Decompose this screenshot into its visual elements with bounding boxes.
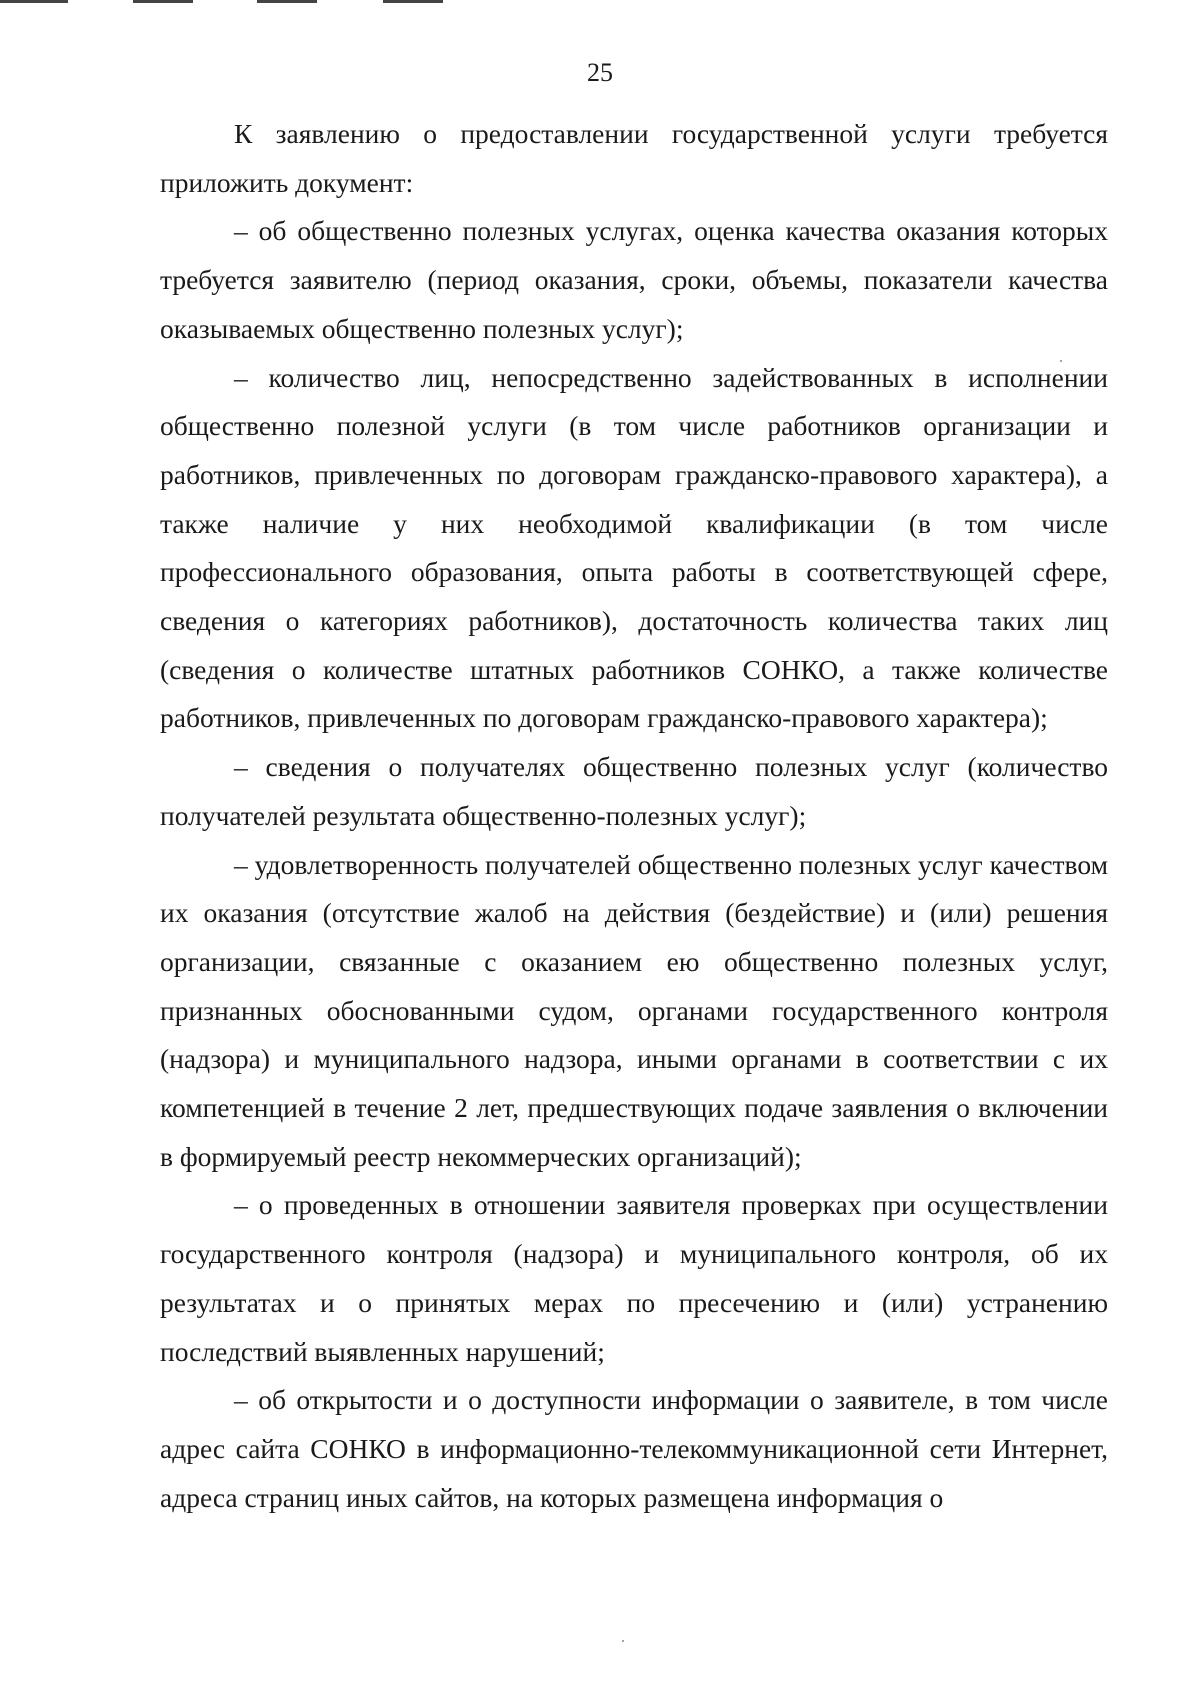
scan-speck: [1060, 360, 1062, 362]
paragraph-satisfaction: – удовлетворенность получателей общественно полезных услуг качеством их оказания (отсутствие жалоб на действия (бездействие) и (или) решения организации, связанные с оказанием ею общественно полезных услуг, признанных обоснованными судом, органами государственного контроля (надзора) и муниципального надзора, иными органами в соответствии с их компетенцией в течение 2 лет, предшествующих подаче заявления о включении в формируемый реестр некоммерческих организаций);: [160, 848, 1108, 1172]
document-body: [160, 110, 1108, 1522]
edge-mark: [383, 0, 443, 3]
paragraph-intro: К заявлению о предоставлении государственной услуги требуется приложить документ:: [160, 118, 1108, 198]
page-number: 25: [587, 58, 613, 87]
paragraph-services: – об общественно полезных услугах, оценка качества оказания которых требуется заявителю (период оказания, сроки, объемы, показатели качества оказываемых общественно полезных услуг);: [160, 215, 1108, 344]
edge-mark: [133, 0, 193, 3]
edge-mark: [0, 0, 68, 3]
paragraph-openness: – об открытости и о доступности информации о заявителе, в том числе адрес сайта СОНКО в информационно-телекоммуникационной сети Интернет, адреса страниц иных сайтов, на которых размещена информация о: [160, 1384, 1108, 1513]
top-edge-marks: [0, 0, 1200, 4]
paragraph-inspections: – о проведенных в отношении заявителя проверках при осуществлении государственного контроля (надзора) и муниципального контроля, об их результатах и о принятых мерах по пресечению и (или) устранению последствий выявленных нарушений;: [160, 1189, 1108, 1367]
paragraph-recipients: – сведения о получателях общественно полезных услуг (количество получателей результата общественно-полезных услуг);: [160, 751, 1108, 831]
scan-speck: [622, 1640, 624, 1642]
paragraph-staff: – количество лиц, непосредственно задействованных в исполнении общественно полезной услуги (в том числе работников организации и работников, привлеченных по договорам гражданско-правового характера), а также наличие у них необходимой квалификации (в том числе профессионального образования, опыта работы в соответствующей сфере, сведения о категориях работников), достаточность количества таких лиц (сведения о количестве штатных работников СОНКО, а также количестве работников, привлеченных по договорам гражданско-правового характера);: [160, 361, 1108, 734]
edge-mark: [257, 0, 317, 3]
